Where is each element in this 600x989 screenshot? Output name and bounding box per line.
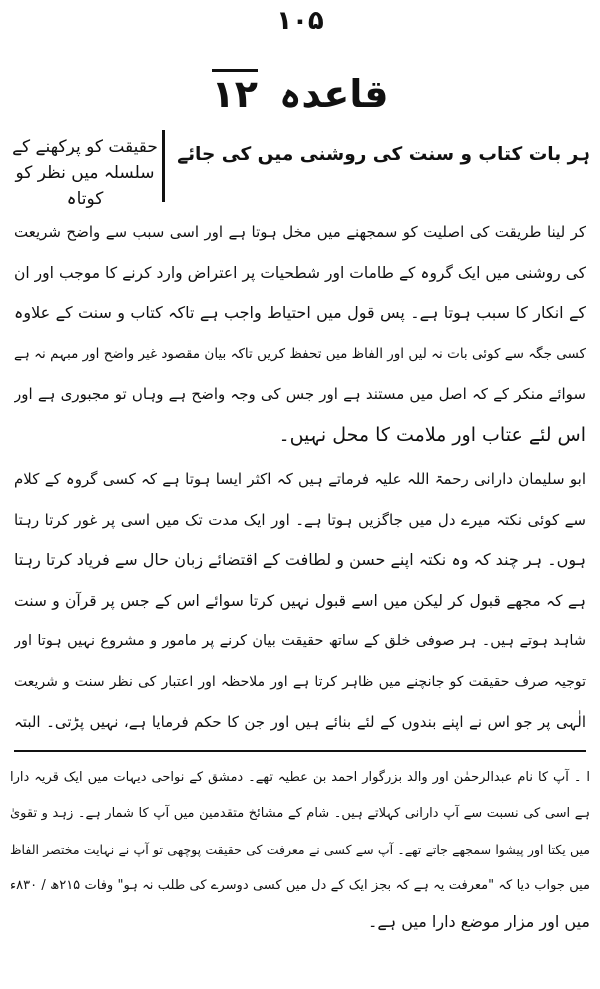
footnote-line: میں یکتا اور پیشوا سمجھے جاتے تھے۔ آپ سے کسی نے معرفت کی حقیقت پوچھی تو آپ نے نہایت مختصر الفاظ [10,842,590,857]
rule-title [0,72,600,116]
text-line: توجیہ صرف حقیقت کو جانچنے میں ظاہر کرتا ہے اور ملاحظہ اور اعتبار کی نظر سنت و شریعت [14,673,586,690]
text-line: الٰہی پر جو اس نے اپنے بندوں کے لئے بنائے ہیں اور جن کا حکم فرمایا ہے، نہیں پڑتی۔ البتہ [14,713,586,731]
text-line: سے کوئی نکتہ میرے دل میں جاگزیں ہوتا ہے۔ اور ایک مدت تک میں اسی پر غور کرتا رہتا [14,510,586,529]
marginal-note-line: حقیقت کو پرکھنے کے [12,137,158,157]
rule-word: قاعدہ [279,72,389,116]
heading-divider [162,130,165,202]
footnote-line: ہے اسی کی نسبت سے آپ دارانی کہلاتے ہیں۔ شام کے مشائخ متقدمین میں آپ کا شمار ہے۔ زہد و تقویٰ [10,806,590,821]
text-line: ابو سلیمان دارانی رحمۃ اللہ علیہ فرماتے ہیں کہ اکثر ایسا ہوتا ہے کہ کسی گروہ کے کلام [14,470,586,488]
text-line: سوائے منکر کے کہ اصل میں مستند ہے اور جس کی وجہ واضح ہے وہاں تو مجبوری ہے اور [14,385,586,403]
text-line: کی روشنی میں ایک گروہ کے طامات اور شطحیات پر اعتراض وارد کرنے کا موجب اور ان [14,263,586,282]
marginal-note-line: سلسلہ میں نظر کو کوتاہ [15,163,155,209]
page-number: ۱۰۵ [276,6,324,36]
text-line: اس لئے عتاب اور ملامت کا محل نہیں۔ [278,423,586,446]
paragraph-2 [14,459,586,743]
footnote-line: میں جواب دیا کہ "معرفت یہ ہے کہ بجز ایک کے دل میں کسی دوسرے کی طلب نہ ہو" وفات ۲۱۵ھ / ۸۳۰ء [10,878,590,893]
text-line: ہوں۔ ہر چند کہ وہ نکتہ اپنے حسن و لطافت کے اقتضائے زبان حال سے فریاد کرتا رہتا [14,550,586,569]
text-line: شاہد ہوتے ہیں۔ ہر صوفی خلق کے ساتھ حقیقت بیان کرنے پر مامور و مشروع نہیں ہوتا اور [14,633,586,649]
rule-number: ۱۲ [212,69,258,116]
paragraph-1 [14,212,586,455]
footnote-line: میں اور مزار موضع دارا میں ہے۔ [368,912,590,931]
text-line: کر لینا طریقت کی اصلیت کو سمجھنے میں مخل ہوتا ہے اور اسی سبب سے واضح شریعت [14,223,586,241]
footnote [10,760,590,940]
footnote-line: ا ۔ آپ کا نام عبدالرحمٰن اور والد بزرگوار احمد بن عطیہ تھے۔ دمشق کے نواحی دیہات میں ایک قریہ دارا [10,770,590,785]
text-line: کے انکار کا سبب ہوتا ہے۔ پس قول میں احتیاط واجب ہے تاکہ کتاب و سنت کے علاوہ [14,303,586,322]
body-text [14,212,586,743]
text-line: کسی جگہ سے کوئی بات نہ لیں اور الفاظ میں تحفظ کریں تاکہ بیان مقصود غیر واضح اور مبہم نہ ہے [14,345,586,362]
text-line: ہے کہ مجھے قبول کر لیکن میں اسے قبول نہیں کرتا سوائے اس کے جس پر قرآن و سنت [14,591,586,610]
main-heading: ہر بات کتاب و سنت کی روشنی میں کی جائے [177,144,590,165]
marginal-note [10,134,160,212]
footnote-divider [14,750,586,752]
